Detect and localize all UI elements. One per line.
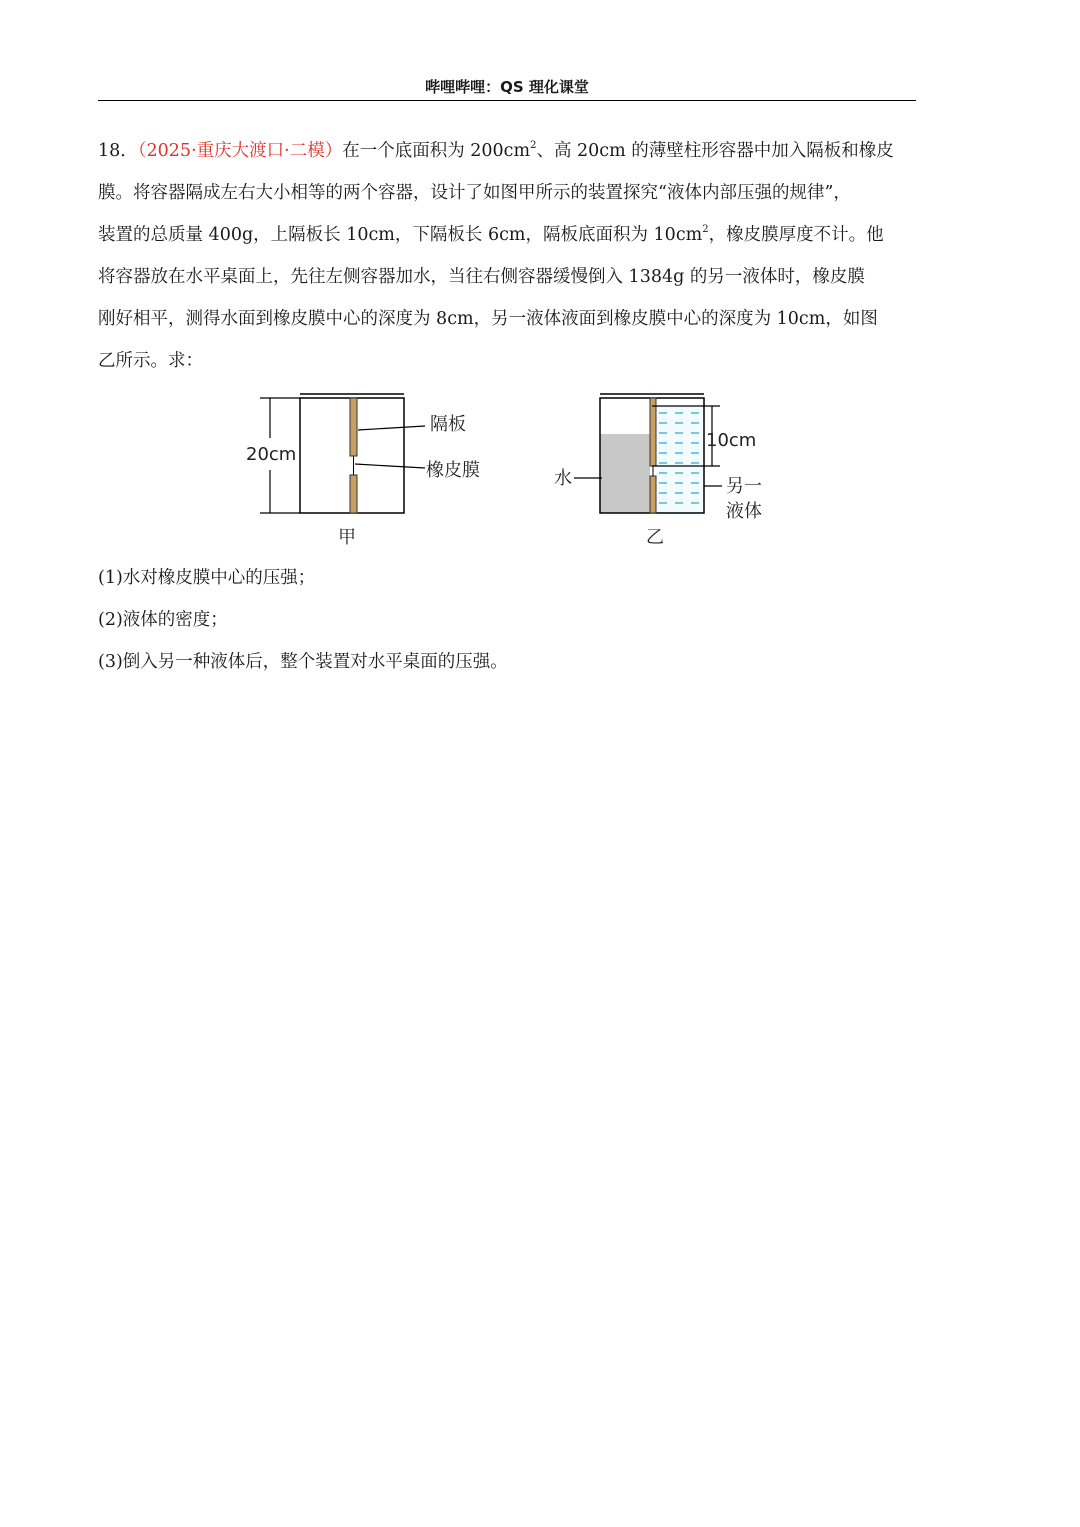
problem-text bbox=[98, 130, 918, 382]
partition-leader bbox=[358, 426, 425, 430]
water-fill-area bbox=[600, 434, 650, 513]
superscript: 2 bbox=[702, 224, 709, 235]
height-label: 20cm bbox=[246, 444, 297, 465]
question-2: (2)液体的密度； bbox=[98, 610, 228, 630]
upper-partition bbox=[650, 398, 656, 466]
problem-source: （2025·重庆大渡口·二模） bbox=[137, 141, 343, 161]
upper-partition bbox=[350, 398, 357, 456]
question-1: (1)水对橡皮膜中心的压强； bbox=[98, 568, 316, 588]
problem-line-2: 膜。将容器隔成左右大小相等的两个容器，设计了如图甲所示的装置探究“液体内部压强的规律”， bbox=[98, 183, 851, 203]
membrane-label: 橡皮膜 bbox=[426, 460, 480, 481]
text-segment: 在一个底面积为 200cm bbox=[342, 141, 531, 161]
water-label: 水 bbox=[554, 468, 572, 489]
problem-number: 18． bbox=[98, 141, 138, 161]
page-header: 哔哩哔哩：QS 理化课堂 bbox=[98, 76, 916, 101]
problem-line-5: 刚好相平，测得水面到橡皮膜中心的深度为 8cm，另一液体液面到橡皮膜中心的深度为 10cm，如图 bbox=[98, 309, 878, 329]
experiment-figure bbox=[240, 388, 800, 552]
membrane-leader bbox=[355, 464, 425, 468]
caption-jia: 甲 bbox=[338, 527, 356, 548]
superscript: 2 bbox=[530, 140, 537, 151]
liquid-label-2: 液体 bbox=[726, 501, 762, 522]
depth-label: 10cm bbox=[706, 430, 757, 451]
liquid-dashes bbox=[656, 406, 704, 513]
liquid-label-1: 另一 bbox=[726, 476, 762, 497]
figure-yi bbox=[554, 394, 762, 548]
text-segment: 装置的总质量 400g，上隔板长 10cm，下隔板长 6cm，隔板底面积为 10cm bbox=[98, 225, 703, 245]
lower-partition bbox=[650, 476, 656, 513]
text-segment: 、高 20cm 的薄壁柱形容器中加入隔板和橡皮 bbox=[536, 141, 894, 161]
problem-line-3 bbox=[98, 214, 918, 256]
lower-partition bbox=[350, 475, 357, 513]
caption-yi: 乙 bbox=[646, 527, 664, 548]
partition-label: 隔板 bbox=[430, 414, 466, 435]
problem-line-6: 乙所示。求： bbox=[98, 351, 203, 371]
problem-line-1 bbox=[98, 130, 918, 172]
problem-line-4: 将容器放在水平桌面上，先往左侧容器加水，当往右侧容器缓慢倒入 1384g 的另一液体时，橡皮膜 bbox=[98, 267, 865, 287]
figure-jia bbox=[246, 394, 480, 548]
text-segment: ，橡皮膜厚度不计。他 bbox=[708, 225, 884, 245]
question-3: (3)倒入另一种液体后，整个装置对水平桌面的压强。 bbox=[98, 652, 508, 672]
